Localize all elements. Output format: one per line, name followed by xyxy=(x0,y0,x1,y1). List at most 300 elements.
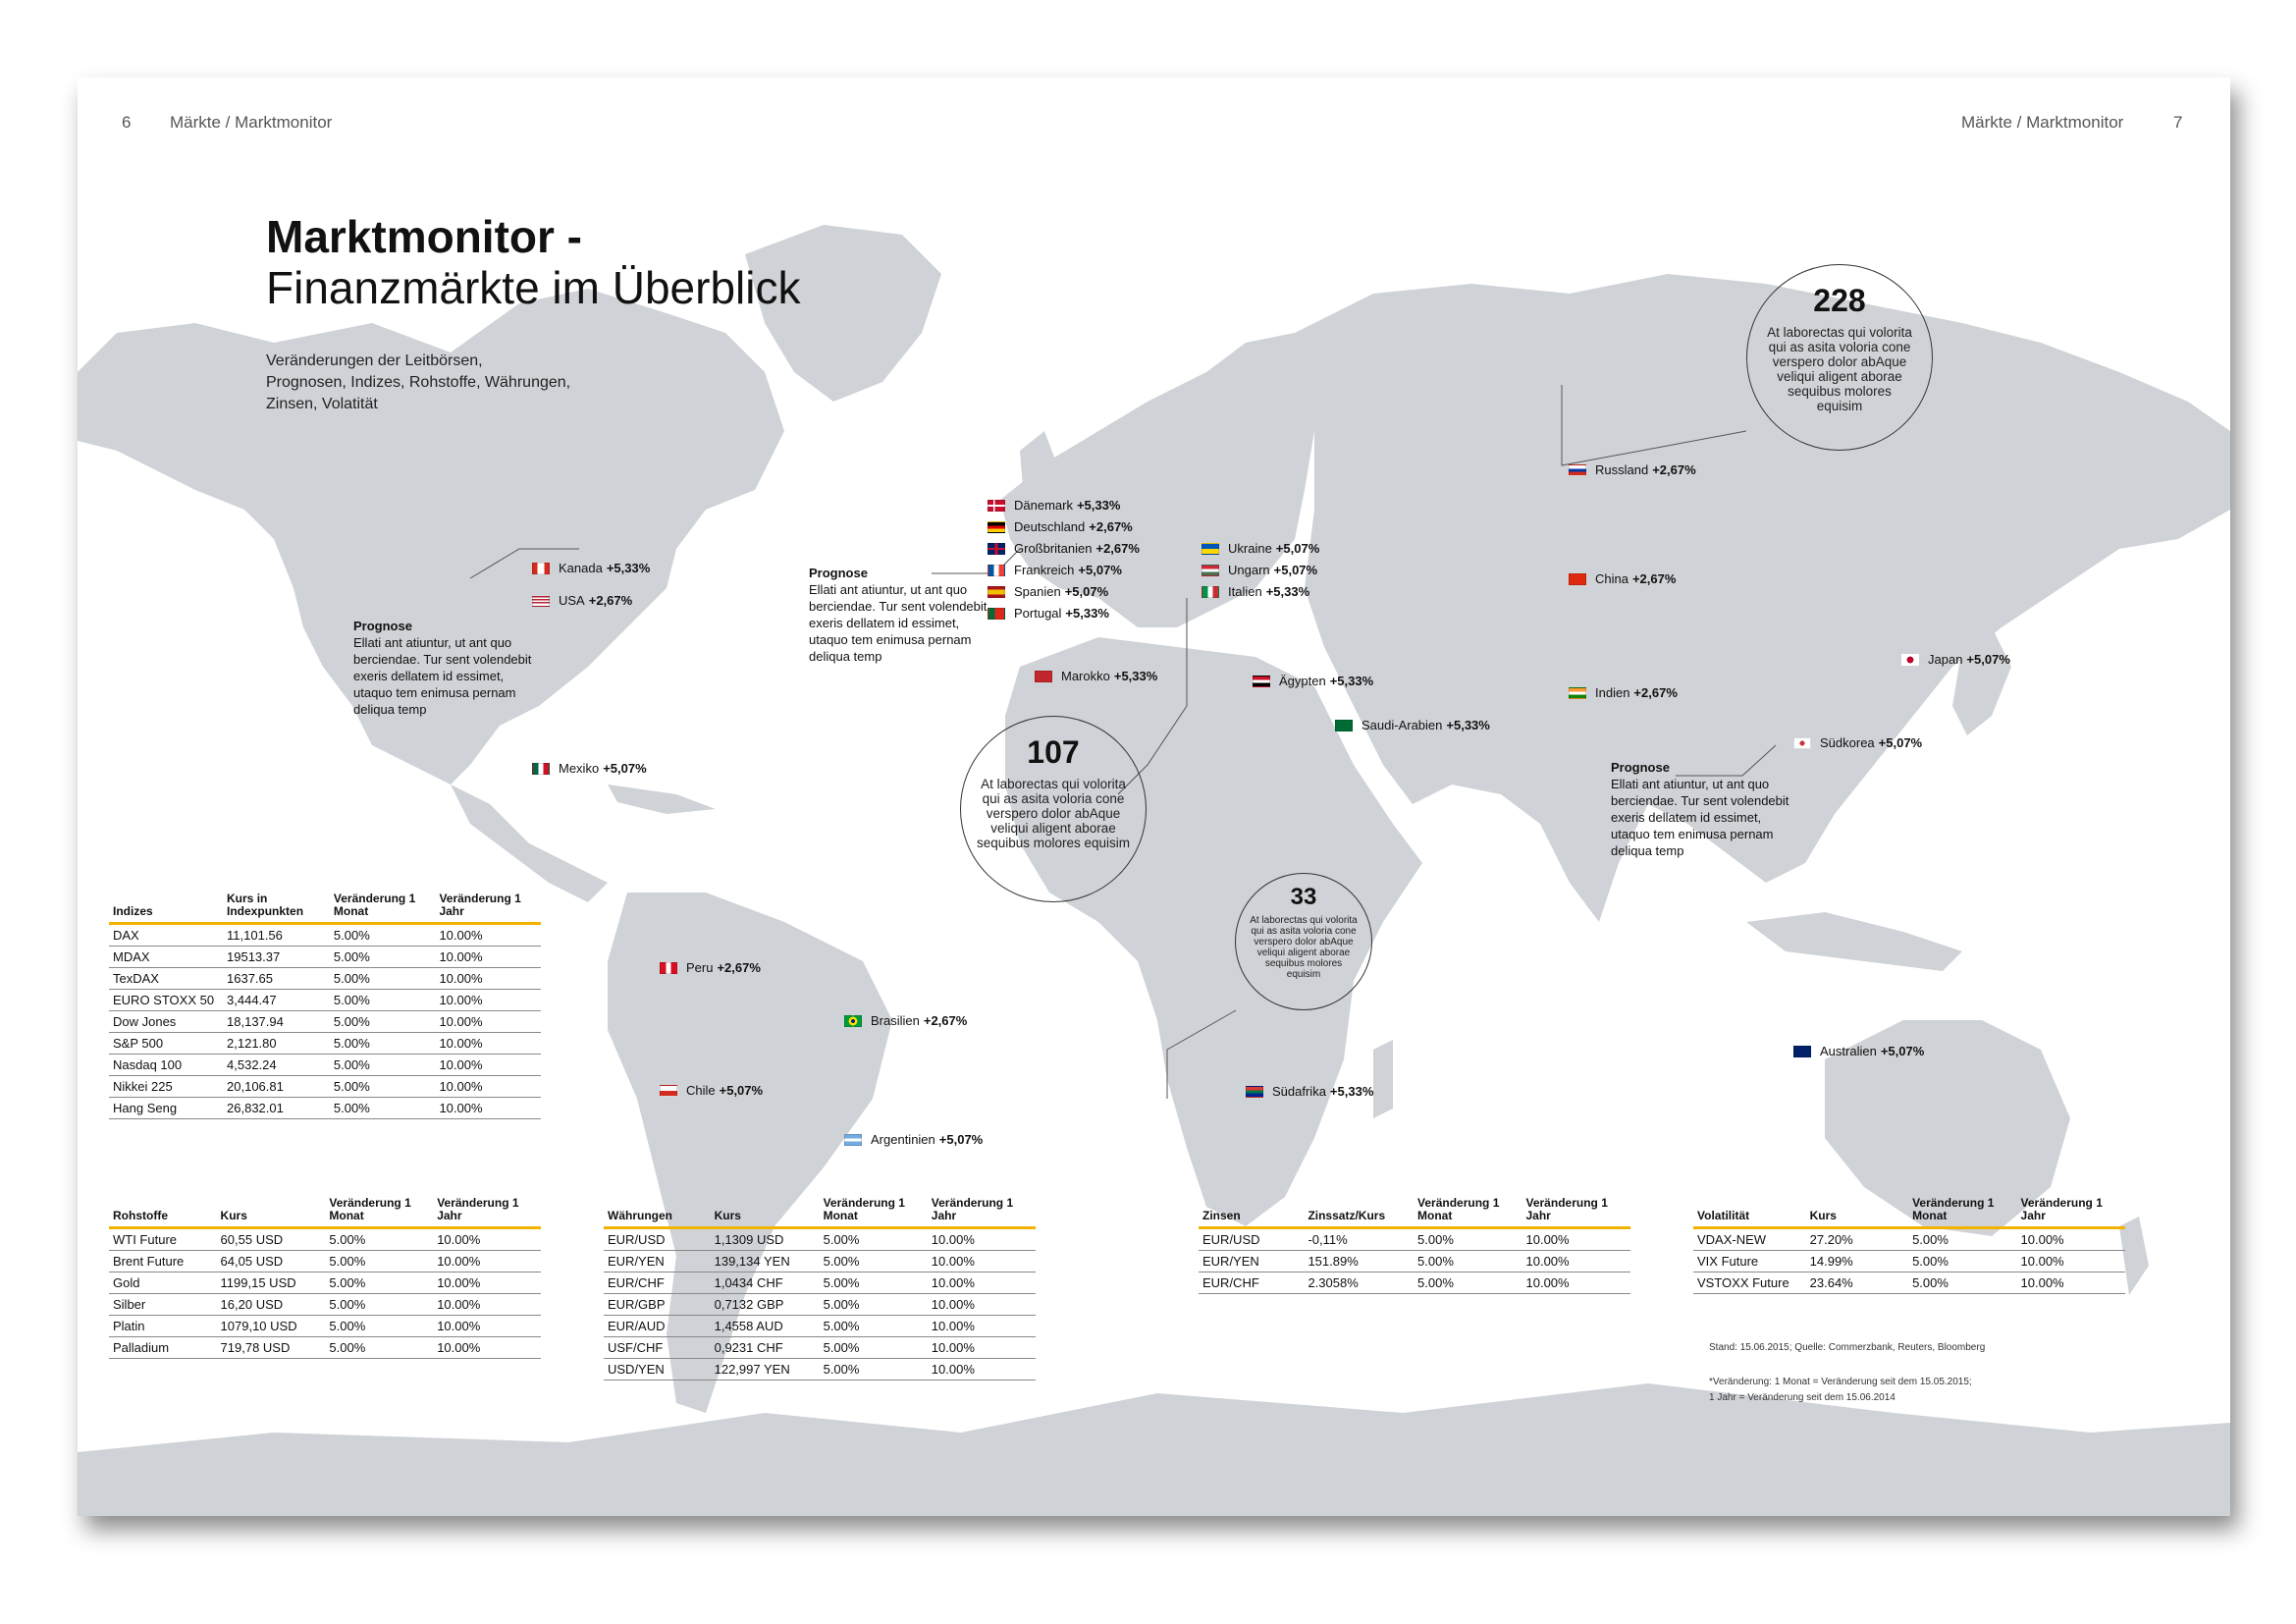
table-cell: 10.00% xyxy=(435,968,541,990)
table-cell: 10.00% xyxy=(435,1011,541,1033)
peru-flag-icon xyxy=(660,962,677,974)
table-header-row xyxy=(109,893,541,924)
country-change: +5,33% xyxy=(1446,718,1490,732)
map-southeast-asia-islands xyxy=(1746,912,1962,971)
table-cell: 5.00% xyxy=(820,1228,928,1251)
country-name: Südkorea xyxy=(1820,735,1875,750)
column-header: Veränderung 1 Monat xyxy=(325,1197,433,1228)
stat-circle-228 xyxy=(1746,264,1933,451)
prognose-heading: Prognose xyxy=(809,566,868,580)
country-daenemark xyxy=(988,498,1120,513)
table-cell: Dow Jones xyxy=(109,1011,223,1033)
table-cell: 16,20 USD xyxy=(217,1294,326,1316)
table-cell: DAX xyxy=(109,924,223,947)
table-cell: 5.00% xyxy=(325,1294,433,1316)
column-header: Kurs xyxy=(711,1197,820,1228)
table-cell: EUR/CHF xyxy=(604,1272,711,1294)
table-cell: WTI Future xyxy=(109,1228,217,1251)
source-note: Stand: 15.06.2015; Quelle: Commerzbank, Reuters, Bloomberg xyxy=(1709,1342,1986,1353)
table-cell: 719,78 USD xyxy=(217,1337,326,1359)
stat-number: 228 xyxy=(1813,283,1866,318)
country-change: +5,33% xyxy=(1076,498,1121,513)
saudi-arabia-flag-icon xyxy=(1335,720,1353,731)
stat-number: 33 xyxy=(1290,884,1317,910)
country-spanien xyxy=(988,584,1108,599)
table-cell: USF/CHF xyxy=(604,1337,711,1359)
table-cell: 5.00% xyxy=(820,1316,928,1337)
chile-flag-icon xyxy=(660,1085,677,1097)
table-waehrungen xyxy=(604,1197,1036,1380)
stat-number: 107 xyxy=(1027,734,1080,770)
column-header: Volatilität xyxy=(1693,1197,1806,1228)
country-name: Australien xyxy=(1820,1044,1877,1058)
country-name: Deutschland xyxy=(1014,519,1086,534)
table-cell: 2.3058% xyxy=(1304,1272,1414,1294)
table-cell: Platin xyxy=(109,1316,217,1337)
country-change: +5,07% xyxy=(938,1132,984,1147)
table-row xyxy=(109,1316,541,1337)
india-flag-icon xyxy=(1569,687,1586,699)
table-cell: 1,4558 AUD xyxy=(711,1316,820,1337)
table-cell: 10.00% xyxy=(433,1316,541,1337)
intro-text xyxy=(266,351,639,415)
brazil-flag-icon xyxy=(844,1015,862,1027)
country-name: Spanien xyxy=(1014,584,1061,599)
country-name: Ukraine xyxy=(1228,541,1272,556)
country-frankreich xyxy=(988,563,1122,577)
table-cell: VSTOXX Future xyxy=(1693,1272,1806,1294)
table-row xyxy=(604,1294,1036,1316)
table-cell: 5.00% xyxy=(820,1251,928,1272)
country-change: +5,07% xyxy=(603,761,647,776)
table-cell: 5.00% xyxy=(330,1076,436,1098)
table-cell: 5.00% xyxy=(330,968,436,990)
country-change: +5,07% xyxy=(1064,584,1109,599)
table-cell: EUR/CHF xyxy=(1199,1272,1304,1294)
table-cell: 10.00% xyxy=(435,990,541,1011)
map-antarctica xyxy=(78,1383,2230,1516)
table-row xyxy=(1199,1272,1630,1294)
country-italien xyxy=(1201,584,1309,599)
stat-circle-33 xyxy=(1235,873,1372,1010)
country-name: Großbritanien xyxy=(1014,541,1093,556)
country-name: Ägypten xyxy=(1279,674,1326,688)
country-name: Italien xyxy=(1228,584,1262,599)
table-cell: TexDAX xyxy=(109,968,223,990)
table-cell: 5.00% xyxy=(820,1272,928,1294)
table-row xyxy=(604,1359,1036,1380)
table-row xyxy=(109,924,541,947)
country-change: +5,07% xyxy=(1273,563,1318,577)
table-cell: Hang Seng xyxy=(109,1098,223,1119)
table-cell: 14.99% xyxy=(1806,1251,1908,1272)
table-cell: 20,106.81 xyxy=(223,1076,330,1098)
country-japan xyxy=(1901,652,2010,667)
country-saudi-arabien xyxy=(1335,718,1490,732)
table-row xyxy=(109,1098,541,1119)
stat-text: At laborectas qui volorita qui as asita voloria cone verspero dolor abAque veliqui aligent aborae sequibus molores equisim xyxy=(1250,915,1358,980)
table-cell: MDAX xyxy=(109,947,223,968)
column-header: Veränderung 1 Jahr xyxy=(928,1197,1036,1228)
column-header: Veränderung 1 Jahr xyxy=(435,893,541,924)
country-suedafrika xyxy=(1246,1084,1373,1099)
table-cell: 5.00% xyxy=(820,1359,928,1380)
column-header: Veränderung 1 Monat xyxy=(820,1197,928,1228)
country-name: Frankreich xyxy=(1014,563,1075,577)
country-name: Dänemark xyxy=(1014,498,1073,513)
table-cell: 64,05 USD xyxy=(217,1251,326,1272)
table-cell: 3,444.47 xyxy=(223,990,330,1011)
table-cell: 5.00% xyxy=(330,947,436,968)
table-cell: 10.00% xyxy=(1522,1251,1631,1272)
table-cell: 10.00% xyxy=(433,1228,541,1251)
canada-flag-icon xyxy=(532,563,550,574)
table-cell: 0,9231 CHF xyxy=(711,1337,820,1359)
country-brasilien xyxy=(844,1013,967,1028)
table-cell: 10.00% xyxy=(435,1033,541,1055)
column-header: Indizes xyxy=(109,893,223,924)
country-peru xyxy=(660,960,761,975)
south-korea-flag-icon xyxy=(1793,737,1811,749)
table-header-row xyxy=(604,1197,1036,1228)
germany-flag-icon xyxy=(988,521,1005,533)
country-change: +2,67% xyxy=(923,1013,968,1028)
table-cell: 18,137.94 xyxy=(223,1011,330,1033)
table-cell: 5.00% xyxy=(1908,1251,2016,1272)
intro-line: Veränderungen der Leitbörsen, xyxy=(266,352,483,369)
country-change: +5,33% xyxy=(1329,1084,1374,1099)
table-cell: 10.00% xyxy=(1522,1228,1631,1251)
prognose-heading: Prognose xyxy=(353,619,412,633)
table-cell: 5.00% xyxy=(1908,1228,2016,1251)
column-header: Währungen xyxy=(604,1197,711,1228)
magazine-spread xyxy=(78,78,2230,1516)
table-cell: 10.00% xyxy=(433,1251,541,1272)
table-cell: 10.00% xyxy=(435,1098,541,1119)
country-name: Mexiko xyxy=(559,761,600,776)
table-cell: Nasdaq 100 xyxy=(109,1055,223,1076)
prognose-text: Ellati ant atiuntur, ut ant quo berciendae. Tur sent volendebit exeris dellatem id essimet, utaquo tem enimusa pernam deliqua temp xyxy=(1611,777,1789,858)
table-cell: 23.64% xyxy=(1806,1272,1908,1294)
country-portugal xyxy=(988,606,1109,621)
table-cell: 10.00% xyxy=(928,1228,1036,1251)
left-section-title: Märkte / Marktmonitor xyxy=(170,113,333,132)
country-ukraine xyxy=(1201,541,1319,556)
table-cell: 5.00% xyxy=(1414,1272,1522,1294)
table-cell: 1637.65 xyxy=(223,968,330,990)
russia-flag-icon xyxy=(1569,464,1586,476)
table-row xyxy=(604,1228,1036,1251)
country-suedkorea xyxy=(1793,735,1922,750)
column-header: Veränderung 1 Monat xyxy=(1414,1197,1522,1228)
page-title: Marktmonitor - xyxy=(266,211,582,262)
table-row xyxy=(1199,1228,1630,1251)
table-cell: 10.00% xyxy=(2017,1228,2125,1251)
country-name: Ungarn xyxy=(1228,563,1270,577)
column-header: Zinssatz/Kurs xyxy=(1304,1197,1414,1228)
table-cell: 5.00% xyxy=(330,1011,436,1033)
country-name: Japan xyxy=(1928,652,1963,667)
table-cell: 10.00% xyxy=(433,1272,541,1294)
country-change: +5,07% xyxy=(1078,563,1122,577)
country-change: +2,67% xyxy=(717,960,761,975)
table-cell: VDAX-NEW xyxy=(1693,1228,1806,1251)
column-header: Veränderung 1 Monat xyxy=(1908,1197,2016,1228)
prognose-text: Ellati ant atiuntur, ut ant quo berciendae. Tur sent volendebit exeris dellatem id essimet, utaquo tem enimusa pernam deliqua temp xyxy=(809,582,988,664)
column-header: Veränderung 1 Jahr xyxy=(1522,1197,1631,1228)
country-change: +2,67% xyxy=(1095,541,1140,556)
country-change: +5,07% xyxy=(1880,1044,1925,1058)
country-change: +5,33% xyxy=(1065,606,1109,621)
country-china xyxy=(1569,571,1676,586)
table-cell: -0,11% xyxy=(1304,1228,1414,1251)
country-name: Argentinien xyxy=(871,1132,935,1147)
table-cell: EUR/AUD xyxy=(604,1316,711,1337)
country-change: +5,07% xyxy=(719,1083,764,1098)
table-cell: EURO STOXX 50 xyxy=(109,990,223,1011)
table-cell: EUR/USD xyxy=(1199,1228,1304,1251)
country-change: +5,33% xyxy=(1113,669,1158,683)
country-change: +5,07% xyxy=(1966,652,2010,667)
country-change: +5,33% xyxy=(1329,674,1374,688)
table-cell: 4,532.24 xyxy=(223,1055,330,1076)
country-change: +2,67% xyxy=(1631,571,1677,586)
table-row xyxy=(109,1228,541,1251)
page-subtitle-heading: Finanzmärkte im Überblick xyxy=(266,262,801,313)
table-row xyxy=(109,947,541,968)
prognose-note-asia xyxy=(1611,759,1797,859)
map-central-america xyxy=(451,785,608,902)
table-cell: Gold xyxy=(109,1272,217,1294)
table-cell: 11,101.56 xyxy=(223,924,330,947)
table-cell: 5.00% xyxy=(330,1033,436,1055)
morocco-flag-icon xyxy=(1035,671,1052,682)
table-cell: EUR/USD xyxy=(604,1228,711,1251)
map-madagascar xyxy=(1373,1040,1393,1118)
table-cell: 5.00% xyxy=(325,1316,433,1337)
table-row xyxy=(109,1272,541,1294)
table-cell: 10.00% xyxy=(928,1316,1036,1337)
country-australien xyxy=(1793,1044,1924,1058)
table-cell: 5.00% xyxy=(330,1098,436,1119)
table-row xyxy=(109,968,541,990)
country-name: Saudi-Arabien xyxy=(1362,718,1443,732)
table-cell: 122,997 YEN xyxy=(711,1359,820,1380)
country-name: Peru xyxy=(686,960,714,975)
table-row xyxy=(109,990,541,1011)
table-cell: 27.20% xyxy=(1806,1228,1908,1251)
table-row xyxy=(604,1251,1036,1272)
country-name: China xyxy=(1595,571,1629,586)
table-cell: 5.00% xyxy=(1414,1251,1522,1272)
table-cell: 2,121.80 xyxy=(223,1033,330,1055)
stat-text: At laborectas qui volorita qui as asita voloria cone verspero dolor abAque veliqui aligent aborae sequibus molores equisim xyxy=(1767,325,1912,413)
table-cell: 5.00% xyxy=(325,1251,433,1272)
country-deutschland xyxy=(988,519,1133,534)
country-name: Portugal xyxy=(1014,606,1062,621)
table-row xyxy=(109,1076,541,1098)
table-cell: 10.00% xyxy=(435,924,541,947)
mexico-flag-icon xyxy=(532,763,550,775)
table-row xyxy=(604,1316,1036,1337)
table-cell: 5.00% xyxy=(1908,1272,2016,1294)
table-header-row xyxy=(1693,1197,2125,1228)
right-page-number: 7 xyxy=(2173,113,2183,132)
table-cell: 5.00% xyxy=(330,990,436,1011)
country-name: Südafrika xyxy=(1272,1084,1326,1099)
intro-line: Prognosen, Indizes, Rohstoffe, Währungen, xyxy=(266,374,571,391)
table-cell: 1,1309 USD xyxy=(711,1228,820,1251)
intro-line: Zinsen, Volatität xyxy=(266,396,378,412)
table-cell: 5.00% xyxy=(330,1055,436,1076)
table-cell: 10.00% xyxy=(928,1251,1036,1272)
country-name: Indien xyxy=(1595,685,1630,700)
table-header-row xyxy=(1199,1197,1630,1228)
table-indizes xyxy=(109,893,541,1119)
table-cell: 10.00% xyxy=(928,1337,1036,1359)
country-mexiko xyxy=(532,761,647,776)
table-cell: 10.00% xyxy=(928,1294,1036,1316)
footnote-line-2: 1 Jahr = Veränderung seit dem 15.06.2014 xyxy=(1709,1392,1896,1403)
country-argentinien xyxy=(844,1132,983,1147)
table-row xyxy=(1693,1251,2125,1272)
prognose-note-europe xyxy=(809,565,995,665)
stat-circle-107 xyxy=(960,716,1147,902)
country-change: +2,67% xyxy=(1652,462,1696,477)
table-cell: 5.00% xyxy=(1414,1228,1522,1251)
table-cell: 5.00% xyxy=(325,1272,433,1294)
country-change: +2,67% xyxy=(588,593,633,608)
table-cell: 1079,10 USD xyxy=(217,1316,326,1337)
table-header-row xyxy=(109,1197,541,1228)
china-flag-icon xyxy=(1569,573,1586,585)
prognose-heading: Prognose xyxy=(1611,760,1670,775)
country-name: Russland xyxy=(1595,462,1649,477)
table-cell: 10.00% xyxy=(433,1337,541,1359)
table-cell: 60,55 USD xyxy=(217,1228,326,1251)
country-kanada xyxy=(532,561,650,575)
table-row xyxy=(1693,1272,2125,1294)
footnote-line-1: *Veränderung: 1 Monat = Veränderung seit dem 15.05.2015; xyxy=(1709,1377,1972,1387)
right-section-title: Märkte / Marktmonitor xyxy=(1961,113,2124,132)
table-cell: 1,0434 CHF xyxy=(711,1272,820,1294)
country-chile xyxy=(660,1083,763,1098)
table-cell: 10.00% xyxy=(435,1055,541,1076)
table-cell: 5.00% xyxy=(820,1337,928,1359)
table-cell: 10.00% xyxy=(433,1294,541,1316)
table-cell: EUR/GBP xyxy=(604,1294,711,1316)
country-change: +2,67% xyxy=(1633,685,1678,700)
table-cell: Brent Future xyxy=(109,1251,217,1272)
table-cell: S&P 500 xyxy=(109,1033,223,1055)
table-cell: Nikkei 225 xyxy=(109,1076,223,1098)
south-africa-flag-icon xyxy=(1246,1086,1263,1098)
table-cell: 10.00% xyxy=(1522,1272,1631,1294)
country-name: USA xyxy=(559,593,585,608)
table-cell: Silber xyxy=(109,1294,217,1316)
country-indien xyxy=(1569,685,1678,700)
table-row xyxy=(109,1011,541,1033)
table-cell: 0,7132 GBP xyxy=(711,1294,820,1316)
column-header: Kurs xyxy=(1806,1197,1908,1228)
table-cell: Palladium xyxy=(109,1337,217,1359)
table-cell: VIX Future xyxy=(1693,1251,1806,1272)
table-cell: 26,832.01 xyxy=(223,1098,330,1119)
table-row xyxy=(109,1033,541,1055)
japan-flag-icon xyxy=(1901,654,1919,666)
column-header: Kurs in Indexpunkten xyxy=(223,893,330,924)
map-caribbean xyxy=(608,785,716,814)
argentina-flag-icon xyxy=(844,1134,862,1146)
table-cell: USD/YEN xyxy=(604,1359,711,1380)
stat-text: At laborectas qui volorita qui as asita voloria cone verspero dolor abAque veliqui aligent aborae sequibus molores equisim xyxy=(976,777,1131,850)
country-change: +5,33% xyxy=(1265,584,1310,599)
table-cell: 5.00% xyxy=(820,1294,928,1316)
country-ungarn xyxy=(1201,563,1317,577)
column-header: Zinsen xyxy=(1199,1197,1304,1228)
country-change: +5,07% xyxy=(1878,735,1923,750)
table-cell: 10.00% xyxy=(2017,1272,2125,1294)
country-change: +2,67% xyxy=(1089,519,1133,534)
table-cell: 10.00% xyxy=(435,1076,541,1098)
table-zinsen xyxy=(1199,1197,1630,1294)
table-cell: 10.00% xyxy=(928,1272,1036,1294)
table-row xyxy=(109,1294,541,1316)
table-cell: 151.89% xyxy=(1304,1251,1414,1272)
country-marokko xyxy=(1035,669,1157,683)
country-name: Chile xyxy=(686,1083,716,1098)
table-row xyxy=(1693,1228,2125,1251)
table-volatilitaet xyxy=(1693,1197,2125,1294)
country-aegypten xyxy=(1253,674,1373,688)
country-name: Kanada xyxy=(559,561,603,575)
table-cell: 10.00% xyxy=(2017,1251,2125,1272)
table-cell: 19513.37 xyxy=(223,947,330,968)
table-row xyxy=(604,1272,1036,1294)
table-row xyxy=(604,1337,1036,1359)
prognose-note-america xyxy=(353,618,540,718)
column-header: Veränderung 1 Jahr xyxy=(433,1197,541,1228)
table-cell: EUR/YEN xyxy=(1199,1251,1304,1272)
country-name: Marokko xyxy=(1061,669,1110,683)
italy-flag-icon xyxy=(1201,586,1219,598)
left-page-number: 6 xyxy=(122,113,132,132)
denmark-flag-icon xyxy=(988,500,1005,512)
table-rohstoffe xyxy=(109,1197,541,1359)
table-row xyxy=(109,1055,541,1076)
country-usa xyxy=(532,593,632,608)
country-name: Brasilien xyxy=(871,1013,920,1028)
column-header: Kurs xyxy=(217,1197,326,1228)
table-row xyxy=(109,1251,541,1272)
country-russland xyxy=(1569,462,1696,477)
prognose-text: Ellati ant atiuntur, ut ant quo berciendae. Tur sent volendebit exeris dellatem id essimet, utaquo tem enimusa pernam deliqua temp xyxy=(353,635,532,717)
table-cell: EUR/YEN xyxy=(604,1251,711,1272)
table-cell: 10.00% xyxy=(928,1359,1036,1380)
column-header: Veränderung 1 Jahr xyxy=(2017,1197,2125,1228)
table-cell: 10.00% xyxy=(435,947,541,968)
ukraine-flag-icon xyxy=(1201,543,1219,555)
uk-flag-icon xyxy=(988,543,1005,555)
usa-flag-icon xyxy=(532,595,550,607)
table-cell: 5.00% xyxy=(325,1228,433,1251)
country-change: +5,33% xyxy=(606,561,651,575)
egypt-flag-icon xyxy=(1253,676,1270,687)
column-header: Veränderung 1 Monat xyxy=(330,893,436,924)
table-row xyxy=(1199,1251,1630,1272)
table-row xyxy=(109,1337,541,1359)
table-cell: 5.00% xyxy=(330,924,436,947)
